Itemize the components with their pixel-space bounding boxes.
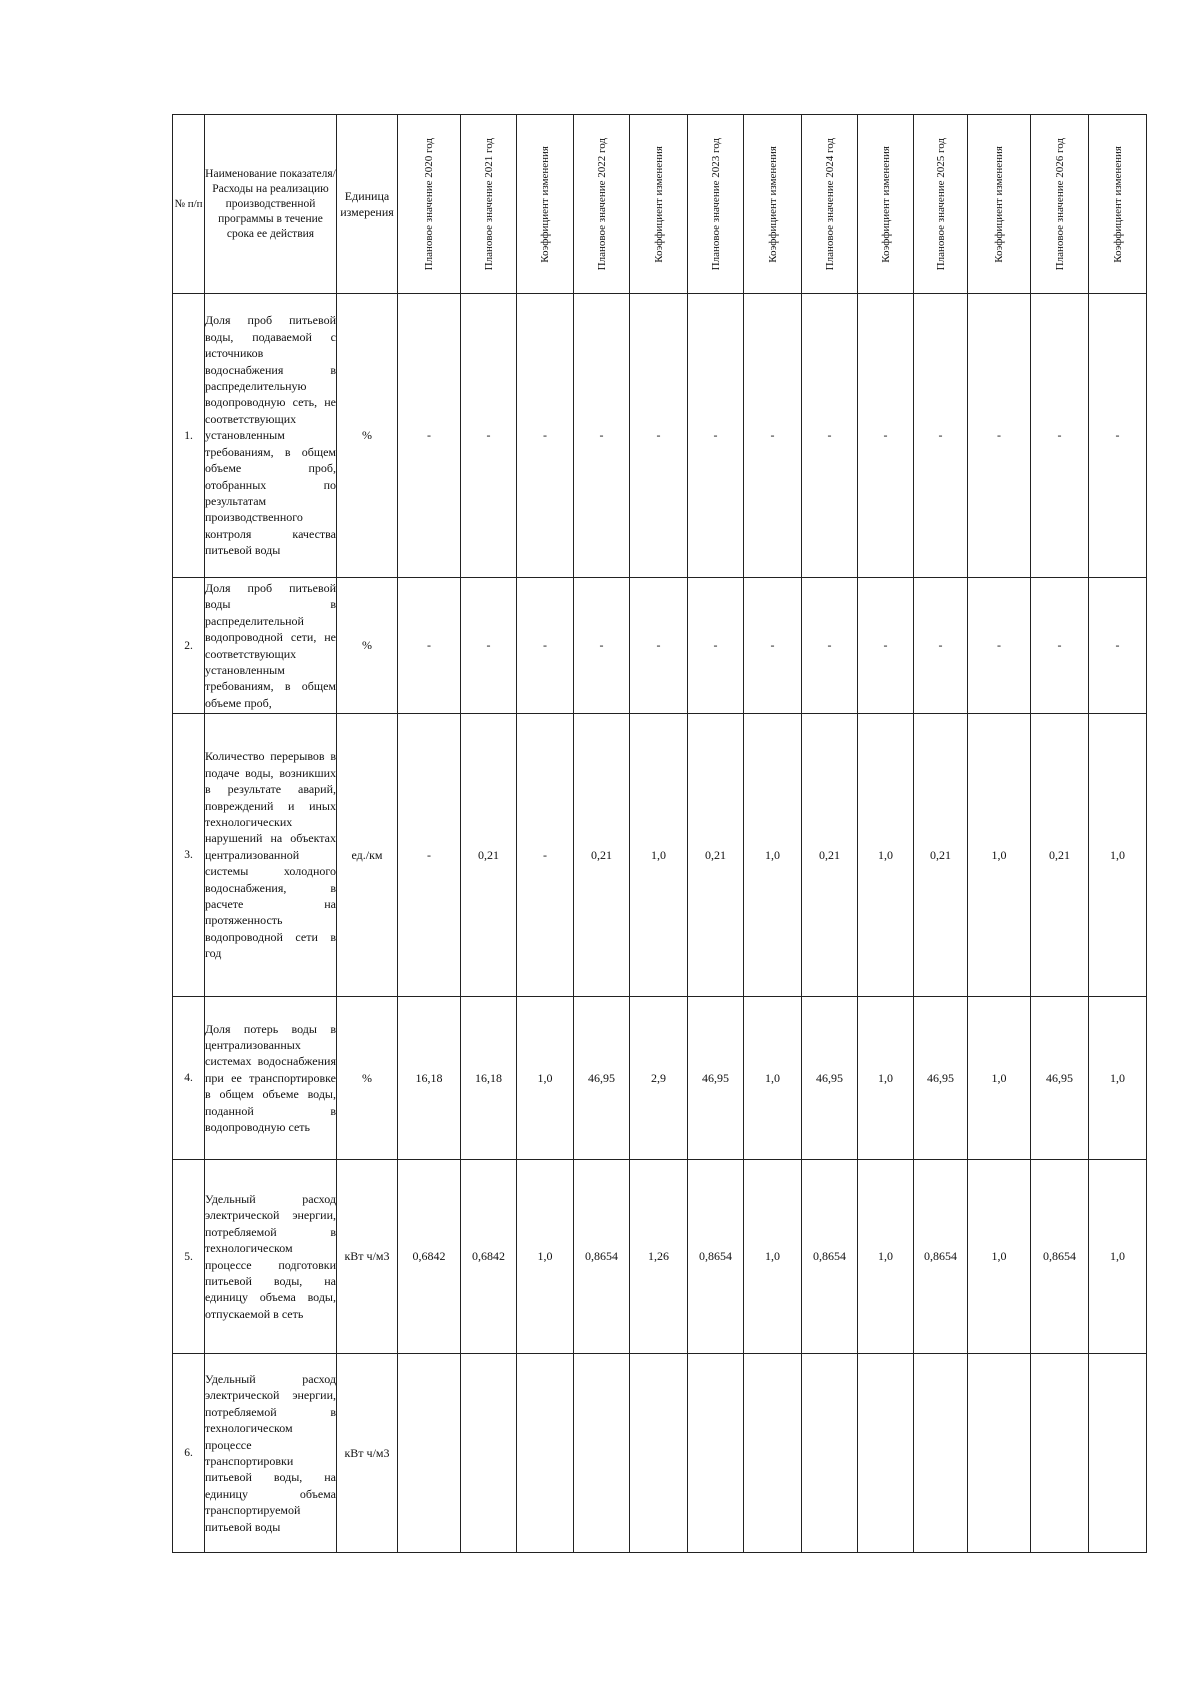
row-value: - xyxy=(914,294,968,578)
header-col: Плановое значение 2023 год xyxy=(688,115,744,294)
table-row xyxy=(173,1354,1147,1553)
row-value: 1,0 xyxy=(968,1160,1031,1354)
row-number: 3. xyxy=(173,714,205,997)
row-value: - xyxy=(630,294,688,578)
table-row xyxy=(173,714,1147,997)
row-value: - xyxy=(858,294,914,578)
row-value xyxy=(461,1354,517,1553)
row-value xyxy=(1089,1354,1147,1553)
row-value: 1,0 xyxy=(858,714,914,997)
row-value: 1,0 xyxy=(744,997,802,1160)
row-value: - xyxy=(517,714,574,997)
row-value: 1,26 xyxy=(630,1160,688,1354)
header-col: Коэффициент изменения xyxy=(630,115,688,294)
header-col: Плановое значение 2026 год xyxy=(1031,115,1089,294)
row-value: - xyxy=(1031,578,1089,714)
row-value xyxy=(688,1354,744,1553)
row-value: 1,0 xyxy=(517,997,574,1160)
row-value: - xyxy=(630,578,688,714)
row-value: - xyxy=(968,578,1031,714)
row-value: 0,8654 xyxy=(688,1160,744,1354)
row-value: 46,95 xyxy=(574,997,630,1160)
row-value: 1,0 xyxy=(968,714,1031,997)
row-unit: ед./км xyxy=(337,714,398,997)
row-number: 2. xyxy=(173,578,205,714)
header-col: Коэффициент изменения xyxy=(968,115,1031,294)
header-col: Плановое значение 2020 год xyxy=(398,115,461,294)
row-value: 1,0 xyxy=(1089,1160,1147,1354)
row-value: 46,95 xyxy=(1031,997,1089,1160)
header-num: № п/п xyxy=(173,115,205,294)
header-col: Плановое значение 2022 год xyxy=(574,115,630,294)
row-value: - xyxy=(517,294,574,578)
row-value xyxy=(744,1354,802,1553)
row-value: 1,0 xyxy=(744,1160,802,1354)
row-value: 2,9 xyxy=(630,997,688,1160)
header-col: Плановое значение 2024 год xyxy=(802,115,858,294)
row-value: - xyxy=(802,294,858,578)
row-value: - xyxy=(1031,294,1089,578)
row-number: 1. xyxy=(173,294,205,578)
row-value: 0,21 xyxy=(461,714,517,997)
row-unit: % xyxy=(337,294,398,578)
row-name: Удельный расход электрической энергии, потребляемой в технологическом процессе подготовки питьевой воды, на единицу объема воды, отпускаемой в сеть xyxy=(205,1160,337,1354)
row-unit: % xyxy=(337,578,398,714)
row-value xyxy=(574,1354,630,1553)
row-name: Удельный расход электрической энергии, потребляемой в технологическом процессе транспортировки питьевой воды, на единицу объема транспортируемой питьевой воды xyxy=(205,1354,337,1553)
row-value: 0,8654 xyxy=(914,1160,968,1354)
row-value: 0,21 xyxy=(802,714,858,997)
row-value xyxy=(630,1354,688,1553)
header-row xyxy=(173,115,1147,294)
row-value: - xyxy=(1089,578,1147,714)
row-value: - xyxy=(744,578,802,714)
header-unit: Единица измерения xyxy=(337,115,398,294)
table-row xyxy=(173,1160,1147,1354)
row-value: 0,8654 xyxy=(574,1160,630,1354)
row-value: - xyxy=(968,294,1031,578)
row-name: Доля проб питьевой воды, подаваемой с источников водоснабжения в распределительную водопроводную сеть, не соответствующих установленным требованиям, в общем объеме проб, отобранных по результатам производственного контроля качества питьевой воды xyxy=(205,294,337,578)
row-value: - xyxy=(574,294,630,578)
row-value: 0,21 xyxy=(1031,714,1089,997)
row-value: - xyxy=(688,294,744,578)
row-number: 4. xyxy=(173,997,205,1160)
row-value: - xyxy=(1089,294,1147,578)
row-value xyxy=(802,1354,858,1553)
row-value: 1,0 xyxy=(744,714,802,997)
row-value xyxy=(517,1354,574,1553)
production-program-table xyxy=(172,114,1147,1553)
row-value: 0,6842 xyxy=(461,1160,517,1354)
header-col: Плановое значение 2025 год xyxy=(914,115,968,294)
row-unit: кВт ч/м3 xyxy=(337,1160,398,1354)
row-value: - xyxy=(461,578,517,714)
row-value xyxy=(858,1354,914,1553)
header-name: Наименование показателя/Расходы на реализацию производственной программы в течение срока ее действия xyxy=(205,115,337,294)
row-value: 1,0 xyxy=(1089,997,1147,1160)
header-col: Плановое значение 2021 год xyxy=(461,115,517,294)
row-value: 0,21 xyxy=(688,714,744,997)
row-value: - xyxy=(574,578,630,714)
table-row xyxy=(173,294,1147,578)
row-number: 6. xyxy=(173,1354,205,1553)
header-col: Коэффициент изменения xyxy=(1089,115,1147,294)
row-name: Доля проб питьевой воды в распределительной водопроводной сети, не соответствующих установленным требованиям, в общем объеме проб, xyxy=(205,578,337,714)
row-name: Доля потерь воды в централизованных системах водоснабжения при ее транспортировке в общем объеме воды, поданной в водопроводную сеть xyxy=(205,997,337,1160)
row-unit: % xyxy=(337,997,398,1160)
header-col: Коэффициент изменения xyxy=(744,115,802,294)
row-value: 0,6842 xyxy=(398,1160,461,1354)
row-value: 46,95 xyxy=(688,997,744,1160)
row-value: 1,0 xyxy=(1089,714,1147,997)
row-value xyxy=(398,1354,461,1553)
row-value: 16,18 xyxy=(398,997,461,1160)
row-value: - xyxy=(688,578,744,714)
row-value: - xyxy=(398,714,461,997)
row-value: 16,18 xyxy=(461,997,517,1160)
row-value: 1,0 xyxy=(858,1160,914,1354)
row-value xyxy=(968,1354,1031,1553)
row-value: - xyxy=(858,578,914,714)
row-value: 0,8654 xyxy=(1031,1160,1089,1354)
row-value xyxy=(914,1354,968,1553)
row-value: - xyxy=(461,294,517,578)
row-value: 46,95 xyxy=(914,997,968,1160)
row-value: 0,8654 xyxy=(802,1160,858,1354)
row-value: 1,0 xyxy=(968,997,1031,1160)
row-value: 1,0 xyxy=(858,997,914,1160)
table-row xyxy=(173,997,1147,1160)
row-value: - xyxy=(398,578,461,714)
row-value: 0,21 xyxy=(914,714,968,997)
row-value: 46,95 xyxy=(802,997,858,1160)
row-value: - xyxy=(398,294,461,578)
row-value: - xyxy=(744,294,802,578)
row-value: - xyxy=(802,578,858,714)
row-number: 5. xyxy=(173,1160,205,1354)
row-value: - xyxy=(517,578,574,714)
row-value: 1,0 xyxy=(517,1160,574,1354)
row-value: 1,0 xyxy=(630,714,688,997)
header-col: Коэффициент изменения xyxy=(858,115,914,294)
row-unit: кВт ч/м3 xyxy=(337,1354,398,1553)
row-value: 0,21 xyxy=(574,714,630,997)
row-value: - xyxy=(914,578,968,714)
row-name: Количество перерывов в подаче воды, возникших в результате аварий, повреждений и иных технологических нарушений на объектах централизованной системы холодного водоснабжения, в расчете на протяженность водопроводной сети в год xyxy=(205,714,337,997)
table-row xyxy=(173,578,1147,714)
header-col: Коэффициент изменения xyxy=(517,115,574,294)
row-value xyxy=(1031,1354,1089,1553)
